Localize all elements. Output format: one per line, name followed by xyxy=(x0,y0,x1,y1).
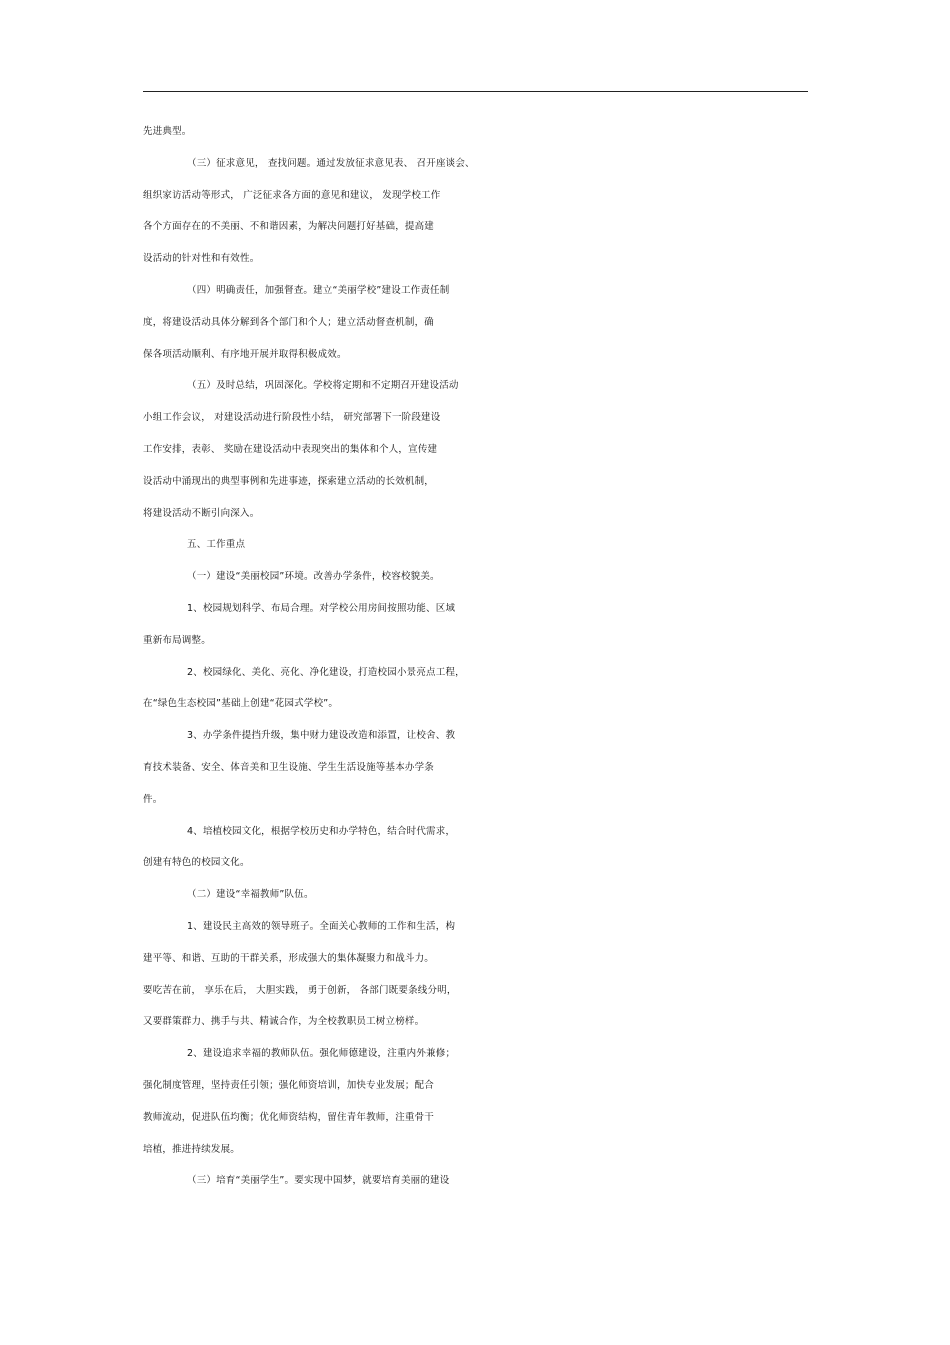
text-line: 3、办学条件提挡升级，集中财力建设改造和添置，让校舍、教 xyxy=(187,730,456,742)
text-line: 1、建设民主高效的领导班子。全面关心教师的工作和生活，构 xyxy=(187,920,456,932)
text-line: 组织家访活动等形式， 广泛征求各方面的意见和建议， 发现学校工作 xyxy=(143,189,441,201)
text-line: 设活动中涌现出的典型事例和先进事迹，探索建立活动的长效机制， xyxy=(143,475,435,487)
text-line: 培植，推进持续发展。 xyxy=(143,1143,241,1155)
text-line: （三）培育“美丽学生”。要实现中国梦，就要培育美丽的建设 xyxy=(187,1175,450,1187)
text-line: （四）明确责任，加强督查。建立“美丽学校”建设工作责任制 xyxy=(187,284,450,296)
text-line: 要吃苦在前， 享乐在后， 大胆实践， 勇于创新， 各部门既要条线分明， xyxy=(143,984,457,996)
text-line: 强化制度管理，坚持责任引领；强化师资培训，加快专业发展；配合 xyxy=(143,1079,435,1091)
text-line: 件。 xyxy=(143,793,163,805)
text-line: 各个方面存在的不美丽、不和谐因素，为解决问题打好基础，提高建 xyxy=(143,221,435,233)
text-line: （三）征求意见， 查找问题。通过发放征求意见表、 召开座谈会、 xyxy=(187,157,475,169)
document-body xyxy=(143,116,813,1197)
text-line: 度，将建设活动具体分解到各个部门和个人；建立活动督查机制，确 xyxy=(143,316,435,328)
text-line: 创建有特色的校园文化。 xyxy=(143,857,250,869)
text-line: （二）建设“幸福教师”队伍。 xyxy=(187,889,314,901)
text-line: 2、建设追求幸福的教师队伍。强化师德建设，注重内外兼修； xyxy=(187,1048,456,1060)
text-line: 在“绿色生态校园”基础上创建“花园式学校”。 xyxy=(143,698,339,710)
text-line: （五）及时总结，巩固深化。学校将定期和不定期召开建设活动 xyxy=(187,380,459,392)
text-line: 教师流动，促进队伍均衡；优化师资结构，留住青年教师，注重骨干 xyxy=(143,1111,435,1123)
text-line: 1、校园规划科学、布局合理。对学校公用房间按照功能、区域 xyxy=(187,602,456,614)
text-line: 保各项活动顺利、有序地开展并取得积极成效。 xyxy=(143,348,347,360)
text-line: 先进典型。 xyxy=(143,126,192,137)
header-rule xyxy=(143,91,808,92)
text-line: 2、校园绿化、美化、亮化、净化建设，打造校园小景亮点工程， xyxy=(187,666,465,678)
text-line: 设活动的针对性和有效性。 xyxy=(143,253,260,265)
text-line: 将建设活动不断引向深入。 xyxy=(143,507,260,519)
text-line: 工作安排，表彰、 奖励在建设活动中表现突出的集体和个人，宣传建 xyxy=(143,443,438,455)
text-line: 又要群策群力、携手与共、精诚合作，为全校教职员工树立榜样。 xyxy=(143,1016,425,1028)
text-line: 重新布局调整。 xyxy=(143,634,211,646)
text-line: 育技术装备、安全、体音美和卫生设施、学生生活设施等基本办学条 xyxy=(143,761,435,773)
text-line: 建平等、和谐、互助的干群关系，形成强大的集体凝聚力和战斗力。 xyxy=(143,952,435,964)
text-line: 五、工作重点 xyxy=(187,539,246,551)
text-line: （一）建设“美丽校园”环境。改善办学条件，校容校貌美。 xyxy=(187,571,440,583)
text-line: 小组工作会议， 对建设活动进行阶段性小结， 研究部署下一阶段建设 xyxy=(143,412,441,424)
text-line: 4、培植校园文化，根据学校历史和办学特色，结合时代需求， xyxy=(187,825,456,837)
